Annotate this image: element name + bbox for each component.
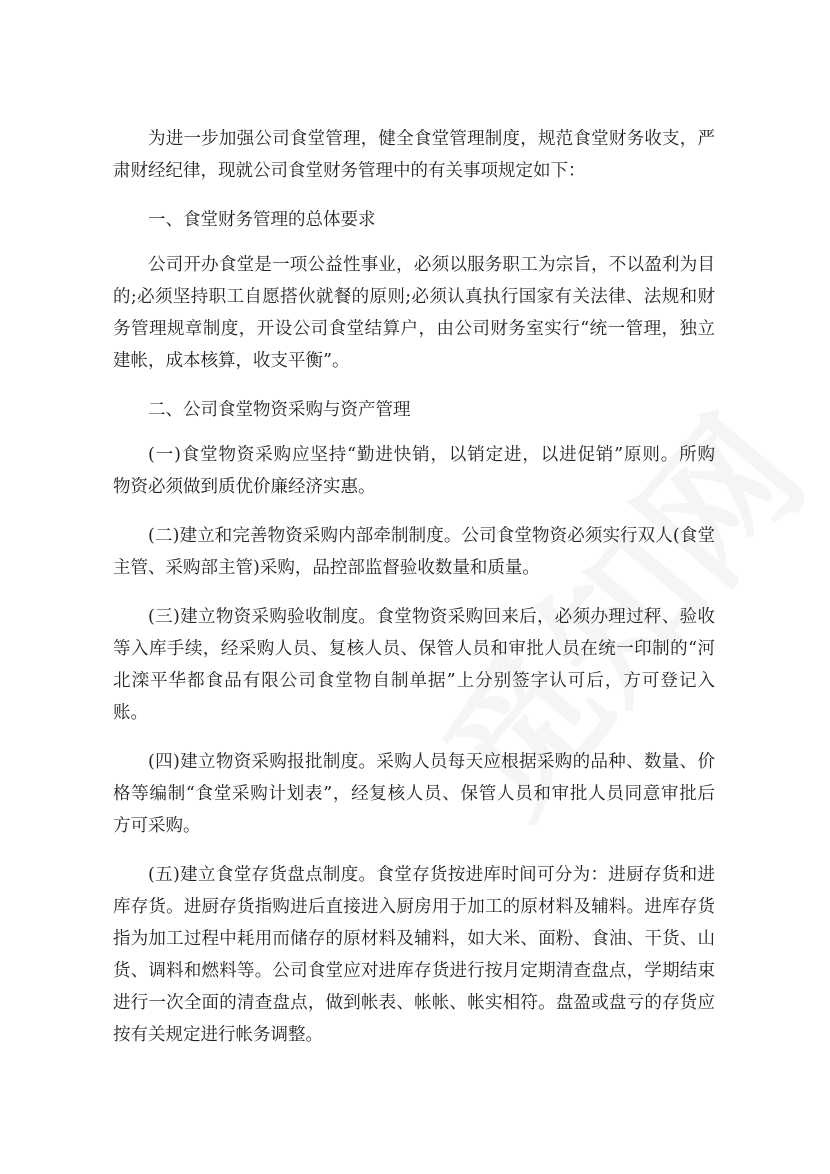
text-line: 公司开办食堂是一项公益性事业，必须以服务职工为宗旨，不以盈利为目	[148, 255, 715, 275]
text-line: 方可采购。	[113, 816, 201, 836]
paragraph	[113, 746, 715, 842]
text-line: 肃财经纪律，现就公司食堂财务管理中的有关事项规定如下：	[113, 161, 586, 181]
text-line: (一)食堂物资采购应坚持“勤进快销，以销定进，以进促销”原则。所购	[148, 445, 715, 465]
text-line: 库存货。进厨存货指购进后直接进入厨房用于加工的原材料及辅料。进库存货	[113, 897, 715, 917]
section-heading	[113, 204, 715, 236]
paragraph	[113, 601, 715, 729]
text-line: 建帐，成本核算，收支平衡”。	[113, 351, 350, 371]
text-line: 进行一次全面的清查盘点，做到帐表、帐帐、帐实相符。盘盈或盘亏的存货应	[113, 993, 715, 1013]
text-line: 等入库手续，经采购人员、复核人员、保管人员和审批人员在统一印制的“河	[113, 639, 715, 659]
section-heading	[113, 394, 715, 426]
text-line: 指为加工过程中耗用而储存的原材料及辅料，如大米、面粉、食油、干货、山	[113, 929, 715, 949]
text-line: 的;必须坚持职工自愿搭伙就餐的原则;必须认真执行国家有关法律、法规和财	[113, 287, 715, 307]
text-line: 二、公司食堂物资采购与资产管理	[148, 400, 411, 420]
document-body	[113, 123, 715, 1068]
text-line: 物资必须做到质优价廉经济实惠。	[113, 477, 376, 497]
text-line: 货、调料和燃料等。公司食堂应对进库存货进行按月定期清查盘点，学期结束	[113, 961, 715, 981]
text-line: 为进一步加强公司食堂管理，健全食堂管理制度，规范食堂财务收支，严	[148, 129, 715, 149]
text-line: (二)建立和完善物资采购内部牵制制度。公司食堂物资必须实行双人(食堂	[148, 526, 715, 546]
text-line: 账。	[113, 703, 148, 723]
paragraph	[113, 439, 715, 503]
text-line: 务管理规章制度，开设公司食堂结算户，由公司财务室实行“统一管理，独立	[113, 319, 715, 339]
text-line: 按有关规定进行帐务调整。	[113, 1025, 323, 1045]
text-line: 北滦平华都食品有限公司食堂物自制单据”上分别签字认可后，方可登记入	[113, 671, 715, 691]
text-line: 一、食堂财务管理的总体要求	[148, 210, 376, 230]
text-line: (四)建立物资采购报批制度。采购人员每天应根据采购的品种、数量、价	[148, 752, 715, 772]
text-line: (五)建立食堂存货盘点制度。食堂存货按进库时间可分为：进厨存货和进	[148, 865, 715, 885]
text-line: 格等编制“食堂采购计划表”，经复核人员、保管人员和审批人员同意审批后	[113, 784, 715, 804]
paragraph	[113, 123, 715, 187]
paragraph	[113, 859, 715, 1051]
text-line: (三)建立物资采购验收制度。食堂物资采购回来后，必须办理过秤、验收	[148, 607, 715, 627]
paragraph	[113, 249, 715, 377]
text-line: 主管、采购部主管)采购，品控部监督验收数量和质量。	[113, 558, 540, 578]
paragraph	[113, 520, 715, 584]
